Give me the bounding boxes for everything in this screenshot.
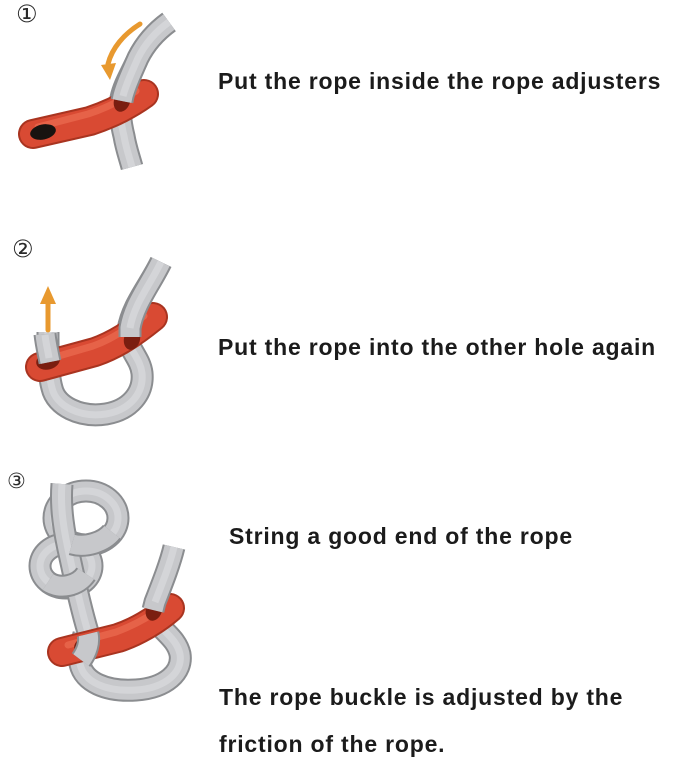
step-1-illustration (8, 0, 178, 200)
step-3-illustration (8, 468, 208, 708)
step-2-illustration (8, 235, 193, 436)
step-2-badge: ② (12, 235, 34, 263)
step-3-caption: String a good end of the rope (229, 523, 573, 549)
step-1-caption: Put the rope inside the rope adjusters (218, 68, 662, 94)
step-3-badge: ③ (7, 469, 26, 493)
rope-tip (81, 634, 89, 660)
up-arrow-icon (40, 286, 56, 330)
note-line-1: The rope buckle is adjusted by the (219, 684, 624, 710)
step-2-caption: Put the rope into the other hole again (218, 334, 657, 360)
step-1-badge: ① (16, 0, 38, 28)
rope-stub (45, 334, 50, 362)
rope-knot (40, 484, 118, 632)
note-line-2: friction of the rope. (219, 731, 446, 757)
